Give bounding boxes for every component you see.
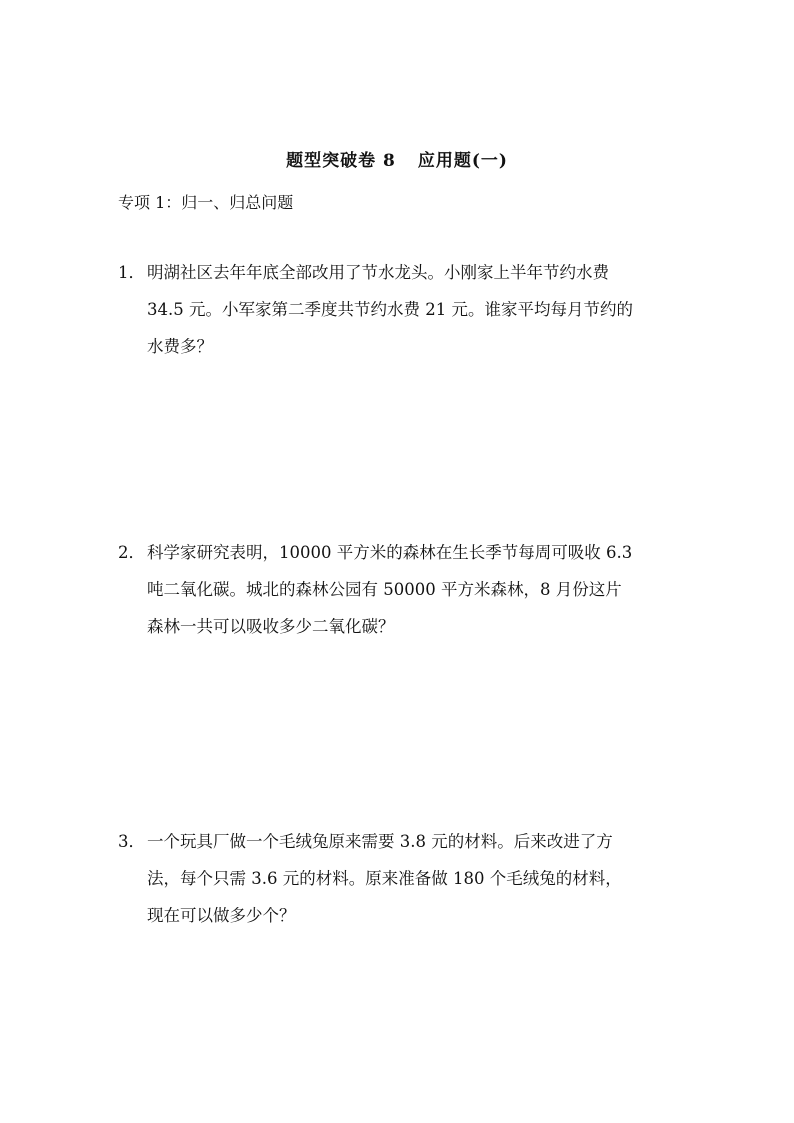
question-number: 2． [118, 543, 145, 562]
question-number: 3． [118, 832, 145, 851]
question-text-line: 森林一共可以吸收多少二氧化碳？ [147, 617, 395, 636]
title-sub: 应用题(一) [417, 151, 508, 171]
question-2 [118, 534, 688, 645]
question-3 [118, 823, 688, 934]
page-title [0, 146, 794, 171]
question-text-line: 明湖社区去年年底全部改用了节水龙头。小刚家上半年节约水费 [147, 263, 609, 282]
title-main: 题型突破卷 8 [286, 151, 396, 171]
question-text-line: 34.5 元。小军家第二季度共节约水费 21 元。谁家平均每月节约的 [147, 300, 633, 319]
question-1 [118, 254, 688, 365]
question-text-line: 一个玩具厂做一个毛绒兔原来需要 3.8 元的材料。后来改进了方 [147, 832, 613, 851]
question-text-line: 科学家研究表明，10000 平方米的森林在生长季节每周可吸收 6.3 [147, 543, 633, 562]
question-number: 1． [118, 263, 145, 282]
question-text-line: 吨二氧化碳。城北的森林公园有 50000 平方米森林，8 月份这片 [147, 580, 622, 599]
question-text-line: 水费多？ [147, 337, 213, 356]
section-heading: 专项 1：归一、归总问题 [118, 193, 294, 212]
question-text-line: 法，每个只需 3.6 元的材料。原来准备做 180 个毛绒兔的材料， [147, 869, 622, 888]
question-text-line: 现在可以做多少个？ [147, 906, 296, 925]
